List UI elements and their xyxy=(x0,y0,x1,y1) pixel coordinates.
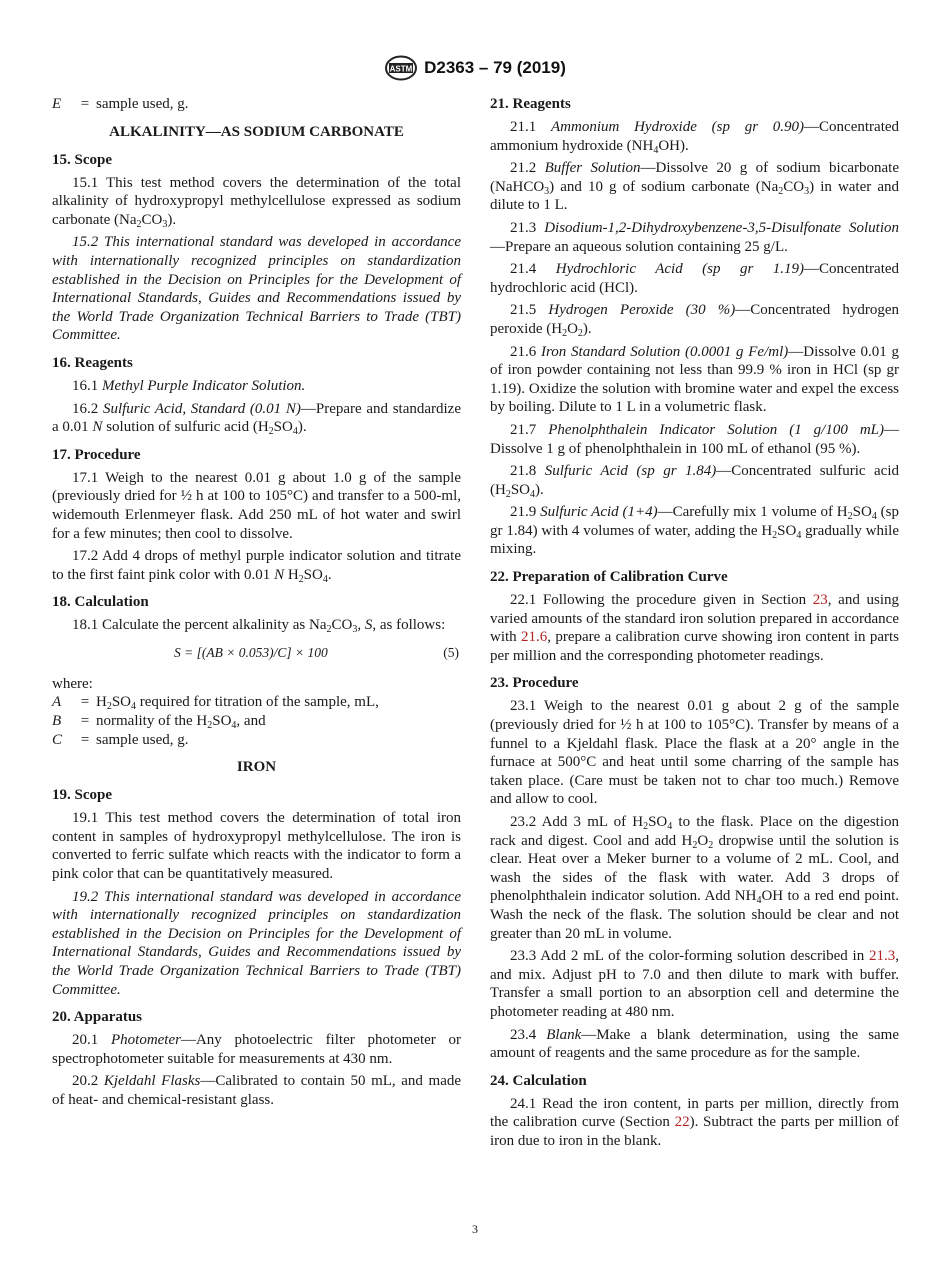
para-20-2: 20.2 Kjeldahl Flasks—Calibrated to contain 50 mL, and made of heat- and chemical-resistant glass. xyxy=(52,1073,462,1108)
page-header xyxy=(0,55,950,85)
para-21-9: 21.9 Sulfuric Acid (1+4)—Carefully mix 1 volume of $H_2SO_4$ (sp gr 1.84) with 4 volumes of water, adding the $H_2SO_4$ gradually while mixing. xyxy=(490,504,899,558)
section-link[interactable]: 21.6 xyxy=(521,629,548,646)
para-16-1: 16.1 Methyl Purple Indicator Solution. xyxy=(72,377,306,394)
where-label: where: xyxy=(52,675,93,692)
para-21-7: 21.7 Phenolphthalein Indicator Solution (1 g/100 mL)—Dissolve 1 g of phenolphthalein in 100 mL of ethanol (95 %). xyxy=(490,421,900,457)
section-link[interactable]: 23 xyxy=(812,592,828,609)
svg-text:ASTM: ASTM xyxy=(389,64,413,74)
para-21-3: 21.3 Disodium-1,2-Dihydroxybenzene-3,5-Disulfonate Solution—Prepare an aqueous solution containing 25 g/L. xyxy=(490,219,899,255)
left-column xyxy=(52,95,461,1110)
section-16-title: 16. Reagents xyxy=(52,354,133,371)
para-23-3: 23.3 Add 2 mL of the color-forming solution described in 21.3, and mix. Adjust pH to 7.0 and then dilute to mark with buffer. Transfer a small portion to an absorption cell and determine the photometer reading at 480 nm. xyxy=(490,948,899,1020)
para-21-4: 21.4 Hydrochloric Acid (sp gr 1.19)—Concentrated hydrochloric acid (HCl). xyxy=(490,261,900,296)
para-21-8: 21.8 Sulfuric Acid (sp gr 1.84)—Concentrated sulfuric acid $(H_2SO_4)$. xyxy=(490,463,899,500)
document-designation: D2363 – 79 (2019) xyxy=(424,58,566,77)
section-23-title: 23. Procedure xyxy=(490,675,579,692)
para-17-1: 17.1 Weigh to the nearest 0.01 g about 1.0 g of the sample (previously dried for ½ h at 100 to 105°C) and transfer to a 500-ml, widemouth Erlenmeyer flask. Add 250 mL of hot water and swirl for a few minutes; then cool to dissolve. xyxy=(52,469,461,542)
definition-a: A = $H_2SO_4$ required for titration of the sample, mL, xyxy=(52,694,379,713)
para-21-6: 21.6 Iron Standard Solution (0.0001 g Fe/ml)—Dissolve 0.01 g of iron powder containing not less than 99.9 % iron in HCl (sp gr 1.19). Oxidize the solution with bromine water and expel the excess by boiling. Dilute to 1 L in a volumetric flask. xyxy=(490,343,900,416)
astm-logo-icon xyxy=(384,55,418,81)
def-symbol: E xyxy=(52,96,62,112)
para-22-1: 22.1 Following the procedure given in Section 23, and using varied amounts of the standard iron solution prepared in accordance with 21.6, prepare a calibration curve showing iron content in parts per million and the corresponding photometer readings. xyxy=(490,592,899,664)
para-21-2: 21.2 Buffer Solution—Dissolve 20 g of sodium bicarbonate (NaHCO$_3$) and 10 g of sodium carbonate $(Na_2CO_3)$ in water and dilute to 1 L. xyxy=(490,160,899,214)
definition-b: B = normality of the $H_2SO_4$, and xyxy=(52,713,266,732)
para-16-2: 16.2 Sulfuric Acid, Standard (0.01 N)—Prepare and standardize a 0.01 N solution of sulfuric acid $(H_2SO_4)$. xyxy=(52,400,461,438)
para-23-1: 23.1 Weigh to the nearest 0.01 g about 2 g of the sample (previously dried for ½ h at 100 to 105°C). Transfer by means of a funnel to a Kjeldahl flask. Place the flask at a 20° angle in the furnace at 500°C and heat until some charring of the sample has taken place. (Care must be taken not to char too much.) Remove and allow to cool. xyxy=(490,698,899,808)
definition-c: C = sample used, g. xyxy=(52,731,189,748)
section-18-title: 18. Calculation xyxy=(52,594,149,611)
section-21-title: 21. Reagents xyxy=(490,96,571,112)
alkalinity-heading: ALKALINITY—AS SODIUM CARBONATE xyxy=(109,123,404,140)
para-15-2: 15.2 This international standard was developed in accordance with internationally recognized principles on standardization established in the Decision on Principles for the Development of International Standards, Guides and Recommendations issued by the World Trade Organization Technical Barriers to Trade (TBT) Committee. xyxy=(52,234,461,344)
section-15-title: 15. Scope xyxy=(52,151,112,168)
para-23-2: 23.2 Add 3 mL of $H_2SO_4$ to the flask. Place on the digestion rack and digest. Cool and add $H_2O_2$ dropwise until the solution is clear. Heat over a Meker burner to a volume of 2 mL. Cool, and wash the sides of the flask with water. Add 3 drops of phenolphthalein indicator solution. Add $NH_4OH$ to a red end point. Wash the neck of the flask. The solution should be clear and not greater than 20 mL in volume. xyxy=(490,814,900,942)
section-link[interactable]: 22 xyxy=(674,1114,690,1131)
iron-heading: IRON xyxy=(236,759,277,776)
section-17-title: 17. Procedure xyxy=(52,446,141,463)
section-22-title: 22. Preparation of Calibration Curve xyxy=(490,569,728,586)
equation-expression: S = [(AB × 0.053)/C] × 100 xyxy=(174,644,328,660)
para-23-4: 23.4 Blank—Make a blank determination, using the same amount of reagents and the same procedure as for the sample. xyxy=(490,1026,900,1062)
equation-5 xyxy=(52,643,461,667)
def-equals: = xyxy=(80,96,90,112)
equation-number: (5) xyxy=(443,644,459,660)
right-column xyxy=(490,95,899,1151)
section-24-title: 24. Calculation xyxy=(490,1072,587,1089)
section-19-title: 19. Scope xyxy=(52,787,112,804)
para-15-1: 15.1 This test method covers the determination of the total alkalinity of hydroxypropyl methylcellulose expressed as sodium carbonate $(Na_2CO_3)$. xyxy=(52,174,461,230)
para-24-1: 24.1 Read the iron content, in parts per million, directly from the calibration curve (Section 22). Subtract the parts per million of iron due to iron in the blank. xyxy=(490,1095,899,1149)
definition-e xyxy=(52,95,461,114)
section-link[interactable]: 21.3 xyxy=(869,948,896,965)
para-21-5: 21.5 Hydrogen Peroxide (30 %)—Concentrated hydrogen peroxide $(H_2O_2)$. xyxy=(490,302,899,339)
def-description: sample used, g. xyxy=(96,96,189,112)
para-19-2: 19.2 This international standard was developed in accordance with internationally recognized principles on standardization established in the Decision on Principles for the Development of International Standards, Guides and Recommendations issued by the World Trade Organization Technical Barriers to Trade (TBT) Committee. xyxy=(52,888,461,998)
section-20-title: 20. Apparatus xyxy=(52,1009,143,1026)
page-number: 3 xyxy=(472,1222,478,1236)
para-20-1: 20.1 Photometer—Any photoelectric filter photometer or spectrophotometer suitable for measurements at 430 nm. xyxy=(52,1032,461,1067)
para-21-1: 21.1 Ammonium Hydroxide (sp gr 0.90)—Concentrated ammonium hydroxide $(NH_4OH)$. xyxy=(490,119,900,156)
para-18-1: 18.1 Calculate the percent alkalinity as $Na_2CO_3$, S, as follows: xyxy=(72,617,446,636)
para-19-1: 19.1 This test method covers the determination of total iron content in samples of hydroxypropyl methylcellulose. The iron is converted to ferric sulfate which reacts with the indicator to form a pink color that can be quantitatively measured. xyxy=(52,810,461,883)
para-17-2: 17.2 Add 4 drops of methyl purple indicator solution and titrate to the first faint pink color with 0.01 N $H_2SO_4$. xyxy=(52,548,461,585)
